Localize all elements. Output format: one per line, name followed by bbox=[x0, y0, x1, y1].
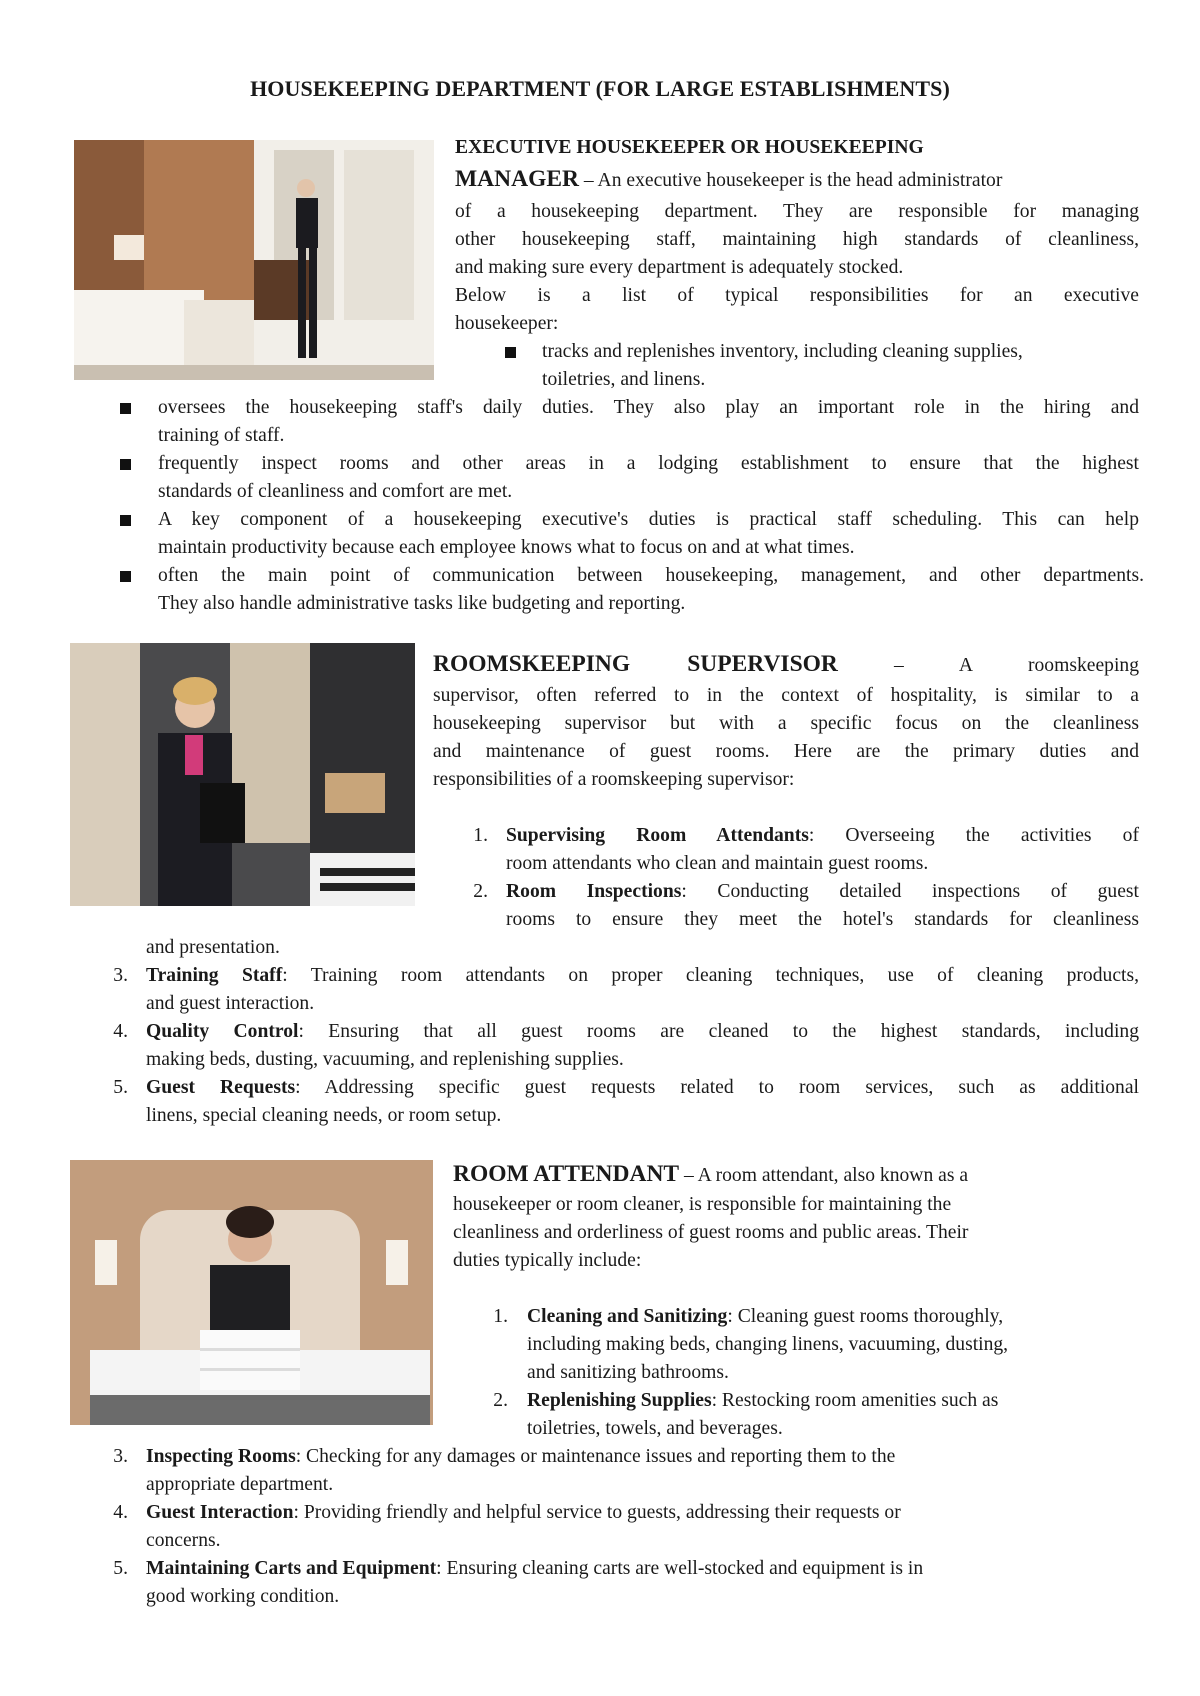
section2-item5-term: Guest Requests bbox=[146, 1077, 296, 1098]
section2-item3-text: : Training room attendants on proper cleaning techniques, use of cleaning products, bbox=[282, 965, 1139, 986]
section2-item4-term: Quality Control bbox=[146, 1021, 299, 1042]
section3-item3-line2: appropriate department. bbox=[146, 1474, 334, 1495]
section1-bullet2-line2: training of staff. bbox=[158, 425, 285, 446]
section1-bullet3-line1: frequently inspect rooms and other areas in a lodging establishment to ensure that the highest bbox=[158, 453, 1139, 474]
section3-heading-line bbox=[453, 1160, 968, 1190]
section2-item1-term: Supervising Room Attendants bbox=[506, 825, 809, 846]
section2-item3-line1 bbox=[146, 962, 1139, 990]
section3-dash: – bbox=[679, 1165, 698, 1186]
roomskeeping-supervisor-photo bbox=[70, 643, 415, 906]
section1-bullet1-line1: tracks and replenishes inventory, including cleaning supplies, bbox=[542, 341, 1023, 362]
section3-item3-text: : Checking for any damages or maintenance issues and reporting them to the bbox=[295, 1446, 896, 1467]
section3-intro-line3: duties typically include: bbox=[453, 1250, 642, 1271]
section2-item3-term: Training Staff bbox=[146, 965, 283, 986]
section2-intro-line2: housekeeping supervisor but with a specific focus on the cleanliness bbox=[433, 713, 1139, 734]
section1-bullet4-line1: A key component of a housekeeping executive's duties is practical staff scheduling. This can help bbox=[158, 509, 1139, 530]
section2-intro-line3: and maintenance of guest rooms. Here are the primary duties and bbox=[433, 741, 1139, 762]
section2-item2-line3: and presentation. bbox=[146, 937, 280, 958]
section3-item1-line2: including making beds, changing linens, vacuuming, dusting, bbox=[527, 1334, 1009, 1355]
page-title: HOUSEKEEPING DEPARTMENT (FOR LARGE ESTABLISHMENTS) bbox=[250, 76, 950, 101]
section1-bullet5-line2: They also handle administrative tasks like budgeting and reporting. bbox=[158, 593, 686, 614]
section2-item2-term: Room Inspections bbox=[506, 881, 682, 902]
section1-below-line2: housekeeper: bbox=[455, 313, 559, 334]
section1-intro-line2: other housekeeping staff, maintaining high standards of cleanliness, bbox=[455, 229, 1139, 250]
list-number: 2. bbox=[473, 881, 488, 902]
section2-item5-line1 bbox=[146, 1074, 1139, 1102]
section1-below-line1: Below is a list of typical responsibilities for an executive bbox=[455, 285, 1139, 306]
section1-bullet2-line1: oversees the housekeeping staff's daily duties. They also play an important role in the hiring and bbox=[158, 397, 1139, 418]
section1-heading-manager: MANAGER bbox=[455, 166, 580, 192]
section2-item4-text: : Ensuring that all guest rooms are cleaned to the highest standards, including bbox=[298, 1021, 1139, 1042]
section2-item3-line2: and guest interaction. bbox=[146, 993, 315, 1014]
section3-item2-line1 bbox=[527, 1387, 998, 1415]
section1-dash: – bbox=[579, 170, 598, 191]
section3-item5-text: : Ensuring cleaning carts are well-stocked and equipment is in bbox=[436, 1558, 924, 1579]
section3-item1-text: : Cleaning guest rooms thoroughly, bbox=[727, 1306, 1004, 1327]
section2-item4-line1 bbox=[146, 1018, 1139, 1046]
bullet-icon bbox=[120, 403, 131, 414]
section3-item4-term: Guest Interaction bbox=[146, 1502, 294, 1523]
section3-intro-line1: housekeeper or room cleaner, is responsible for maintaining the bbox=[453, 1194, 952, 1215]
section2-intro-line1: supervisor, often referred to in the context of hospitality, is similar to a bbox=[433, 685, 1139, 706]
section3-item1-line1 bbox=[527, 1303, 1003, 1331]
section3-item2-text: : Restocking room amenities such as bbox=[711, 1390, 999, 1411]
list-number: 4. bbox=[113, 1021, 128, 1042]
list-number: 1. bbox=[493, 1306, 508, 1327]
section1-heading-line2 bbox=[455, 165, 1002, 195]
section3-item5-line2: good working condition. bbox=[146, 1586, 340, 1607]
section1-bullet1-line2: toiletries, and linens. bbox=[542, 369, 706, 390]
section3-item5-term: Maintaining Carts and Equipment bbox=[146, 1558, 437, 1579]
section3-heading: ROOM ATTENDANT bbox=[453, 1161, 680, 1187]
section3-item1-term: Cleaning and Sanitizing bbox=[527, 1306, 728, 1327]
list-number: 4. bbox=[113, 1502, 128, 1523]
section3-item5-line1 bbox=[146, 1555, 923, 1583]
section2-dash: – bbox=[837, 655, 959, 676]
section1-intro-line0: An executive housekeeper is the head administrator bbox=[597, 170, 1003, 191]
section2-intro-first: A roomskeeping bbox=[958, 655, 1139, 676]
section2-item2-line1 bbox=[506, 878, 1139, 906]
section1-bullet4-line2: maintain productivity because each employee knows what to focus on and at what times. bbox=[158, 537, 855, 558]
bullet-icon bbox=[120, 515, 131, 526]
section2-item2-text: : Conducting detailed inspections of guest bbox=[681, 881, 1139, 902]
section2-item5-text: : Addressing specific guest requests related to room services, such as additional bbox=[295, 1077, 1139, 1098]
section2-item1-line1 bbox=[506, 822, 1139, 850]
section3-item4-text: : Providing friendly and helpful service to guests, addressing their requests or bbox=[293, 1502, 901, 1523]
section2-item4-line2: making beds, dusting, vacuuming, and replenishing supplies. bbox=[146, 1049, 624, 1070]
room-attendant-photo bbox=[70, 1160, 433, 1425]
section1-intro-line3: and making sure every department is adequately stocked. bbox=[455, 257, 904, 278]
section1-bullet5-line1: often the main point of communication between housekeeping, management, and other departments. bbox=[158, 565, 1144, 586]
list-number: 1. bbox=[473, 825, 488, 846]
section3-item2-term: Replenishing Supplies bbox=[527, 1390, 712, 1411]
section3-item4-line1 bbox=[146, 1499, 901, 1527]
section3-item3-line1 bbox=[146, 1443, 895, 1471]
list-number: 2. bbox=[493, 1390, 508, 1411]
section3-item3-term: Inspecting Rooms bbox=[146, 1446, 296, 1467]
list-number: 5. bbox=[113, 1077, 128, 1098]
bullet-icon bbox=[505, 347, 516, 358]
section3-intro-line2: cleanliness and orderliness of guest rooms and public areas. Their bbox=[453, 1222, 969, 1243]
section2-heading-line bbox=[433, 650, 1139, 680]
section3-item4-line2: concerns. bbox=[146, 1530, 221, 1551]
list-number: 3. bbox=[113, 965, 128, 986]
section1-intro-line1: of a housekeeping department. They are responsible for managing bbox=[455, 201, 1139, 222]
section3-intro-first: A room attendant, also known as a bbox=[697, 1165, 969, 1186]
section3-item2-line2: toiletries, towels, and beverages. bbox=[527, 1418, 783, 1439]
section2-item5-line2: linens, special cleaning needs, or room setup. bbox=[146, 1105, 502, 1126]
bullet-icon bbox=[120, 571, 131, 582]
section1-bullet3-line2: standards of cleanliness and comfort are met. bbox=[158, 481, 513, 502]
section2-item2-line2: rooms to ensure they meet the hotel's standards for cleanliness bbox=[506, 909, 1139, 930]
list-number: 5. bbox=[113, 1558, 128, 1579]
section3-item1-line3: and sanitizing bathrooms. bbox=[527, 1362, 729, 1383]
list-number: 3. bbox=[113, 1446, 128, 1467]
section2-item1-text: : Overseeing the activities of bbox=[808, 825, 1139, 846]
section1-heading-line1: EXECUTIVE HOUSEKEEPER OR HOUSEKEEPING bbox=[455, 137, 924, 158]
bullet-icon bbox=[120, 459, 131, 470]
section2-heading: ROOMSKEEPING SUPERVISOR bbox=[433, 651, 838, 677]
section2-intro-line4: responsibilities of a roomskeeping supervisor: bbox=[433, 769, 795, 790]
executive-housekeeper-photo bbox=[74, 140, 434, 380]
section2-item1-line2: room attendants who clean and maintain guest rooms. bbox=[506, 853, 929, 874]
